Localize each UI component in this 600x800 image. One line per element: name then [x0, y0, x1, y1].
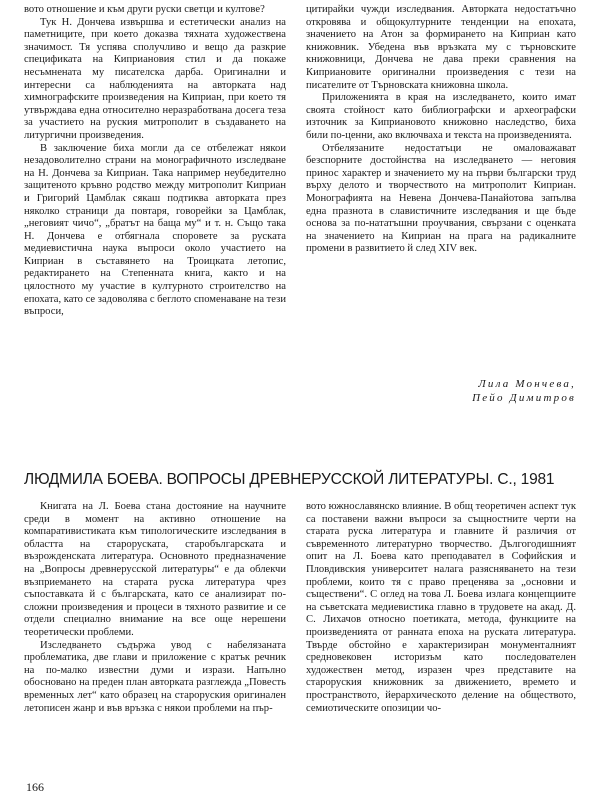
paragraph: вото южнославянско влияние. В общ теоретичен аспект тук са поставени важни въпроси за същностните черти на старата руска литература и главните й различия от съвременното литературно творчество. Дългогодишният опит на Л. Боева като преподавател в Софийския и Пловдивския университет налага разясняването на тези проблеми, които тя с право преценява за „основни и съществени“. С оглед на това Л. Боева излага концепциите на съветската медиевистика главно в трудовете на акад. Д. С. Лихачов относно поетиката, метода, функциите на произведенията от ранната епоха на руската литература. Твърде обстойно е характеризиран монументалният средновековен историзъм като последователен художествен метод, изразен чрез представите на староруския книжовник за движението, времето и пространството, йерархическото деление на обществото, семиотическите опозиции чо- — [306, 501, 576, 714]
paragraph: Тук Н. Дончева извършва и естетически анализ на паметниците, при което доказва тяхната художествена значимост. Тя успява сполучливо и вещо да разкрие спецификата на Киприановия стил и да покаже несъмнената му писателска дарба. Оригинални и интересни са наблюденията на авторката над химнографските произведения на Киприан, при което тя утвърждава една относително неразработвана досега теза за участието на руския митрополит в създаването на литургични произведения. — [24, 16, 286, 141]
paragraph: Отбелязаните недостатъци не омаловажават безспорните достойнства на изследването — неговия принос характер и значението му на първи български труд върху делото и творчеството на митрополит Киприан. Монографията на Невена Дончева-Панайотова запълва една празнота в славистичните изследвания и ще бъде основа за по-нататъшни проучвания, свързани с оценката на значението на Киприан на прага на радикалните промени в развитието й след XIV век. — [306, 142, 576, 255]
paragraph: Книгата на Л. Боева стана достояние на научните среди в момент на активно отношение на компаративистиката към типологическите изследвания в областта на староруската, старобългарската и възрожденската литература. Основното предназначение на „Вопросы древнерусской литературы“ е да облекчи възприемането на старата руска литература чрез съпоставката й с българската, като се анализират по-сложни произведения и процеси в тяхното развитие и се отдели специално внимание на все още нерешени теоретически проблеми. — [24, 501, 286, 638]
bottom-right-column — [306, 501, 576, 715]
top-left-column — [24, 4, 286, 319]
signature-author: Лила Мончева, — [478, 378, 576, 390]
paragraph: цитирайки чужди изследвания. Авторката недостатъчно откровява и общокултурните тенденции на епохата, значението на Атон за формирането на Киприан като книжовник. Убедена във връзката му с търновските книжовници, Дончева не дава преки сравнения на Киприановите оригинални произведения с тези на писателите от Търновската книжовна школа. — [306, 4, 576, 91]
review-signature — [472, 378, 576, 405]
paragraph: Приложенията в края на изследването, които имат своята стойност като библиографски и археографски източник за Киприановото книжовно наследство, биха били по-ценни, ако включваха и текста на произведенията. — [306, 92, 576, 141]
paragraph: Изследването съдържа увод с набелязаната проблематика, две глави и приложение с кратък речник на по-малко известни думи и изрази. Напълно обосновано на преден план авторката разглежда „Повесть временных лет“ като образец на староруския оригинален летописен жанр и във връзка с някои проблеми на пър- — [24, 639, 286, 714]
bottom-left-column — [24, 501, 286, 715]
signature-author: Пейо Димитров — [472, 391, 576, 404]
page-number: 166 — [26, 780, 44, 794]
paragraph: В заключение биха могли да се отбележат някои незадоволително страни на монографичното изследване на Н. Дончева за Киприан. Така например неубедително защитеното кръвно родство между митрополит Киприан и Григорий Цамблак сякаш подтиква авторката през няколко страници да повтаря, говорейки за Цамблак, „неговият чичо“, „братът на баща му“ и т. н. Също така Н. Дончева е отбягнала споровете за руската медиевистична наука въпроси около участието на Киприан в съставянето на Троицката летопис, редактирането на Степенната книга, както и на цялостното му участие в културното строителство на епохата, като се задоволява с беглото споменаване на тези въпроси, — [24, 142, 286, 318]
review-title: ЛЮДМИЛА БОЕВА. ВОПРОСЫ ДРЕВНЕРУССКОЙ ЛИТЕРАТУРЫ. С., 1981 — [24, 470, 555, 488]
top-right-column — [306, 4, 576, 256]
paragraph: вото отношение и към други руски светци и култове? — [24, 4, 265, 15]
